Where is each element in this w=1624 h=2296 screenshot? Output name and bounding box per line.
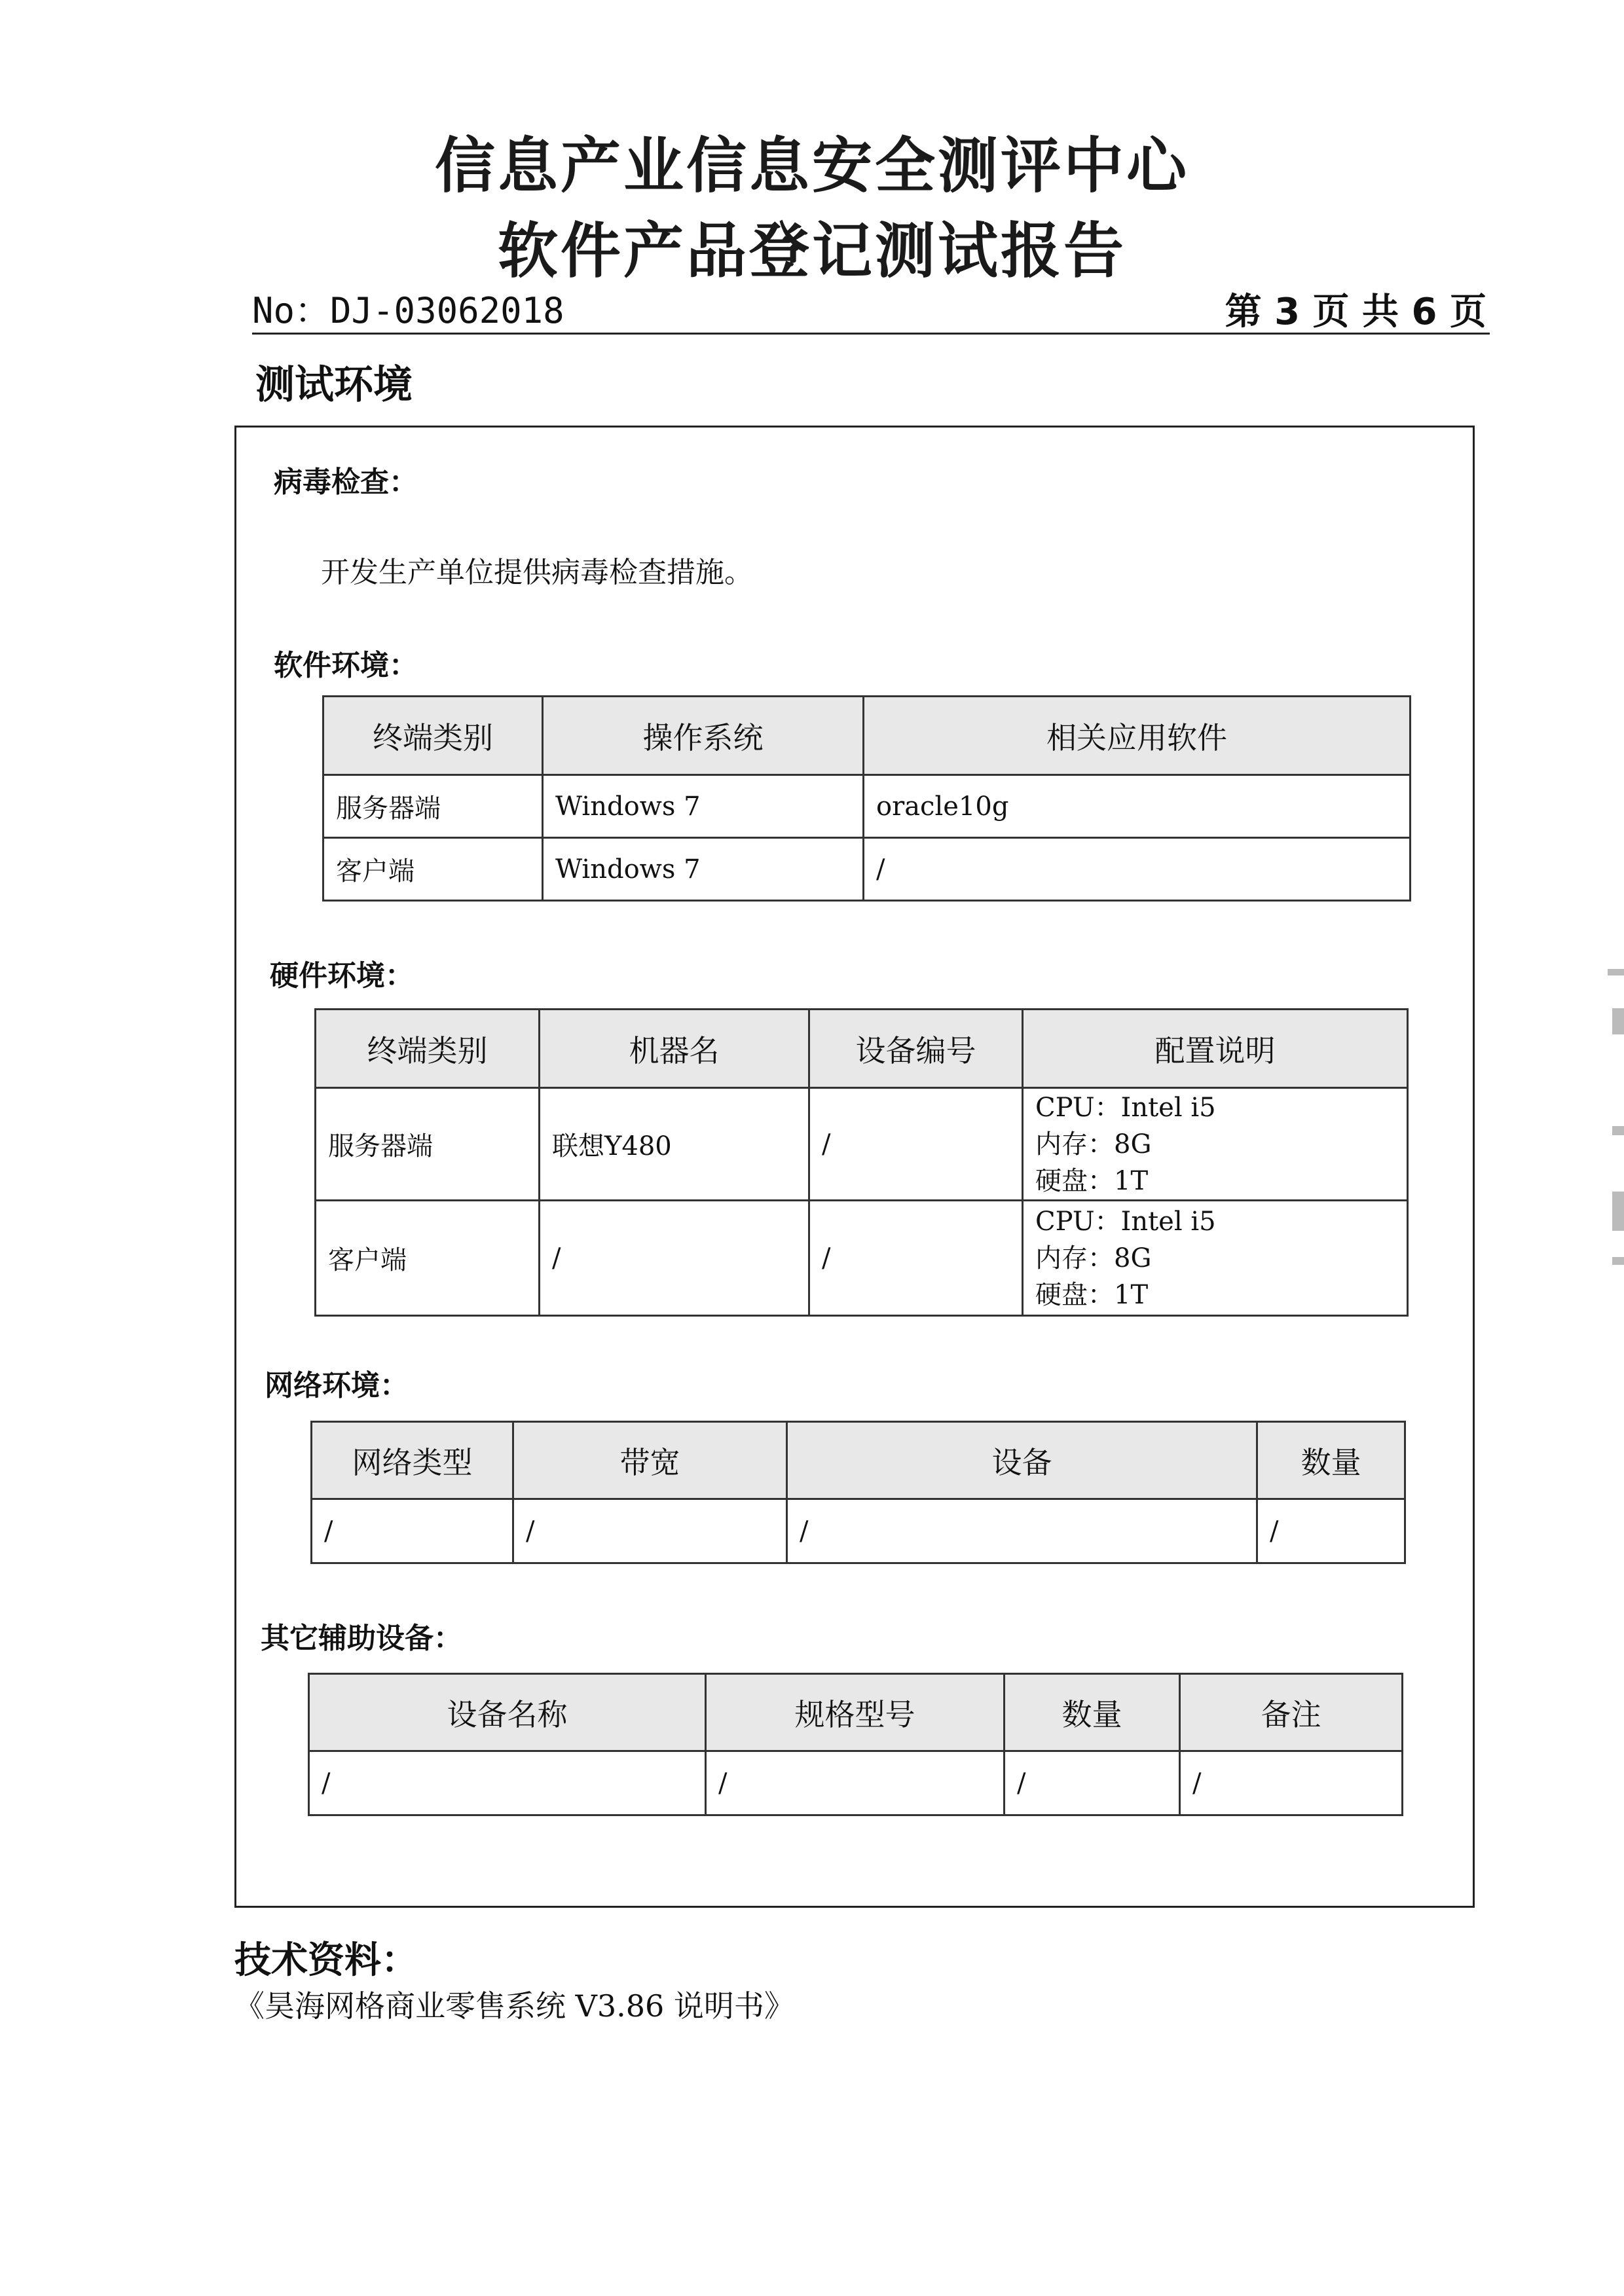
scan-edge-mark xyxy=(1612,1257,1624,1265)
table-cell: / xyxy=(540,1201,809,1316)
table-header-row xyxy=(309,1674,1403,1751)
table-row xyxy=(323,775,1411,838)
hardware-env-label: 硬件环境： xyxy=(270,959,414,993)
table-row xyxy=(309,1751,1403,1815)
virus-check-label: 病毒检查： xyxy=(274,465,418,499)
table-header-row xyxy=(312,1422,1405,1499)
column-header: 网络类型 xyxy=(312,1422,513,1499)
tech-docs-text: 《昊海网格商业零售系统 V3.86 说明书》 xyxy=(234,1988,794,2024)
table-cell: Windows 7 xyxy=(543,775,864,838)
table-cell: / xyxy=(1005,1751,1180,1815)
column-header: 数量 xyxy=(1005,1674,1180,1751)
table-cell: / xyxy=(1257,1499,1405,1563)
table-row xyxy=(312,1499,1405,1563)
column-header: 操作系统 xyxy=(543,697,864,775)
table-cell: 客户端 xyxy=(316,1201,540,1316)
config-cell: CPU：Intel i5 内存：8G 硬盘：1T xyxy=(1023,1201,1408,1316)
column-header: 机器名 xyxy=(540,1010,809,1088)
title-line-2: 软件产品登记测试报告 xyxy=(497,216,1126,286)
header-divider xyxy=(252,333,1490,335)
scan-edge-mark xyxy=(1608,969,1624,975)
table-cell: / xyxy=(312,1499,513,1563)
table-row xyxy=(323,838,1411,901)
software-env-label: 软件环境： xyxy=(274,649,418,682)
title-line-1: 信息产业信息安全测评中心 xyxy=(434,131,1189,201)
table-cell: / xyxy=(787,1499,1257,1563)
page-info: 第 3 页 共 6 页 xyxy=(1225,291,1486,333)
tech-docs-label: 技术资料： xyxy=(234,1939,418,1982)
virus-check-text: 开发生产单位提供病毒检查措施。 xyxy=(321,556,753,589)
table-cell: / xyxy=(513,1499,787,1563)
column-header: 终端类别 xyxy=(316,1010,540,1088)
auxiliary-table xyxy=(308,1673,1403,1816)
table-row xyxy=(316,1201,1408,1316)
table-cell: 联想Y480 xyxy=(540,1088,809,1201)
scan-edge-mark xyxy=(1612,1192,1624,1231)
scan-edge-mark xyxy=(1612,1008,1624,1034)
table-cell: 客户端 xyxy=(323,838,543,901)
scan-edge-mark xyxy=(1612,1126,1624,1135)
column-header: 设备 xyxy=(787,1422,1257,1499)
column-header: 带宽 xyxy=(513,1422,787,1499)
table-header-row xyxy=(316,1010,1408,1088)
config-cell: CPU：Intel i5 内存：8G 硬盘：1T xyxy=(1023,1088,1408,1201)
table-cell: / xyxy=(809,1201,1023,1316)
section-title: 测试环境 xyxy=(255,362,413,408)
table-cell: / xyxy=(809,1088,1023,1201)
network-env-label: 网络环境： xyxy=(265,1369,409,1402)
column-header: 相关应用软件 xyxy=(864,697,1411,775)
auxiliary-devices-label: 其它辅助设备： xyxy=(261,1622,462,1655)
column-header: 终端类别 xyxy=(323,697,543,775)
table-cell: / xyxy=(706,1751,1005,1815)
table-row xyxy=(316,1088,1408,1201)
column-header: 规格型号 xyxy=(706,1674,1005,1751)
table-header-row xyxy=(323,697,1411,775)
hardware-table xyxy=(314,1008,1409,1317)
table-cell: 服务器端 xyxy=(323,775,543,838)
network-table xyxy=(310,1421,1406,1564)
column-header: 数量 xyxy=(1257,1422,1405,1499)
software-table xyxy=(322,695,1411,902)
table-cell: Windows 7 xyxy=(543,838,864,901)
report-number: No：DJ-03062018 xyxy=(252,290,564,331)
column-header: 备注 xyxy=(1180,1674,1403,1751)
table-cell: / xyxy=(1180,1751,1403,1815)
column-header: 设备编号 xyxy=(809,1010,1023,1088)
table-cell: 服务器端 xyxy=(316,1088,540,1201)
column-header: 配置说明 xyxy=(1023,1010,1408,1088)
table-cell: / xyxy=(864,838,1411,901)
table-cell: oracle10g xyxy=(864,775,1411,838)
column-header: 设备名称 xyxy=(309,1674,706,1751)
table-cell: / xyxy=(309,1751,706,1815)
